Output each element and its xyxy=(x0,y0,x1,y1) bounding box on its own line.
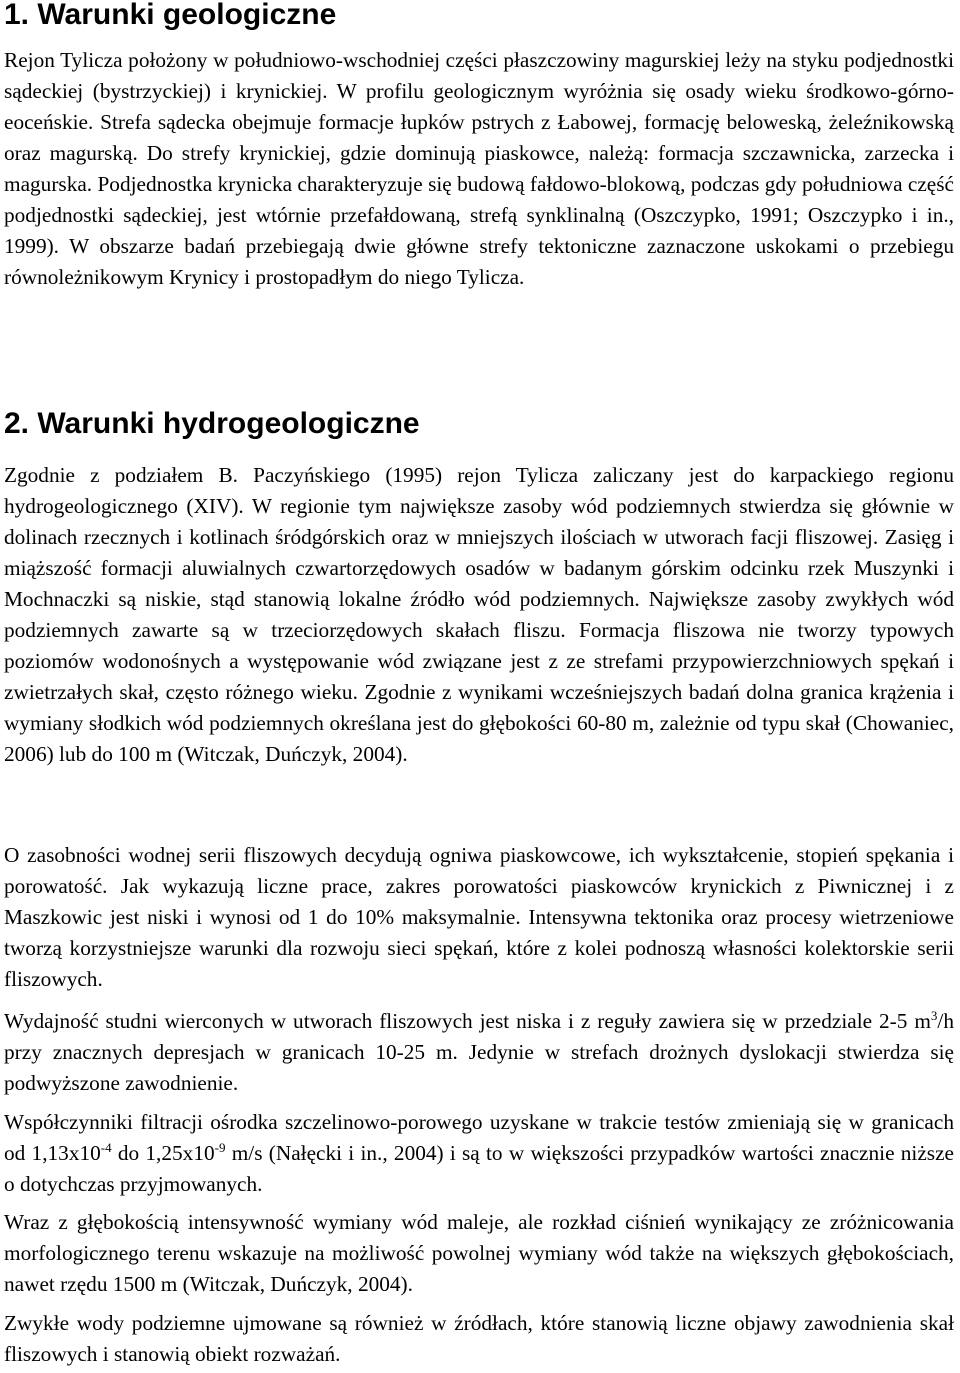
paragraph-geology: Rejon Tylicza położony w południowo-wschodniej części płaszczowiny magurskiej leży na styku podjednostki sądeckiej (bystrzyckiej) i krynickiej. W profilu geologicznym wyróżnia się osady wieku środkowo-górno-eoceńskie. Strefa sądecka obejmuje formacje łupków pstrych z Łabowej, formację beloweską, żeleźnikowską oraz magurską. Do strefy krynickiej, gdzie dominują piaskowce, należą: formacja szczawnicka, zarzecka i magurska. Podjednostka krynicka charakteryzuje się budową fałdowo-blokową, podczas gdy południowa część podjednostki sądeckiej, jest wtórnie przefałdowaną, strefą synklinalną (Oszczypko, 1991; Oszczypko i in., 1999). W obszarze badań przebiegają dwie główne strefy tektoniczne zaznaczone uskokami o przebiegu równoleżnikowym Krynicy i prostopadłym do niego Tylicza. xyxy=(4,48,954,289)
section-heading-geology: 1. Warunki geologiczne xyxy=(4,0,337,31)
superscript: 3 xyxy=(930,1007,938,1023)
paragraph-springs: Zwykłe wody podziemne ujmowane są również w źródłach, które stanowią liczne objawy zawodnienia skał fliszowych i stanowią obiekt rozważań. xyxy=(4,1311,954,1366)
paragraph-hydro-regions: Zgodnie z podziałem B. Paczyńskiego (1995) rejon Tylicza zaliczany jest do karpackiego regionu hydrogeologicznego (XIV). W regionie tym największe zasoby wód podziemnych stwierdza się głównie w dolinach rzecznych i kotlinach śródgórskich oraz w mniejszych ilościach w utworach facji fliszowej. Zasięg i miąższość formacji aluwialnych czwartorzędowych osadów w badanym górskim odcinku rzek Muszynki i Mochnaczki są niskie, stąd stanowią lokalne źródło wód podziemnych. Największe zasoby zwykłych wód podziemnych zawarte są w trzeciorzędowych skałach fliszu. Formacja fliszowa nie tworzy typowych poziomów wodonośnych a występowanie wód związane jest z ze strefami przypowierzchniowych spękań i zwietrzałych skał, często różnego wieku. Zgodnie z wynikami wcześniejszych badań dolna granica krążenia i wymiany słodkich wód podziemnych określana jest do głębokości 60-80 m, zależnie od typu skał (Chowaniec, 2006) lub do 100 m (Witczak, Duńczyk, 2004). xyxy=(4,463,954,766)
paragraph-water-resources: O zasobności wodnej serii fliszowych decydują ogniwa piaskowcowe, ich wykształcenie, stopień spękania i porowatość. Jak wykazują liczne prace, zakres porowatości piaskowców krynickich z Piwnicznej i z Maszkowic jest niski i wynosi od 1 do 10% maksymalnie. Intensywna tektonika oraz procesy wietrzeniowe tworzą korzystniejsze warunki dla rozwoju sieci spękań, które z kolei podnoszą własności kolektorskie serii fliszowych. xyxy=(4,843,954,991)
section-heading-hydrogeology: 2. Warunki hydrogeologiczne xyxy=(4,407,420,440)
text-run: do 1,25x10 xyxy=(111,1141,215,1165)
text-run: Wydajność studni wierconych w utworach fliszowych jest niska i z reguły zawiera się w przedziale 2-5 m xyxy=(4,1009,931,1033)
text-run: Współczynniki filtracji ośrodka szczelinowo-porowego uzyskane w trakcie testów zmieniają się w granicach od 1,13x10 xyxy=(4,1110,954,1165)
paragraph-filtration-coefficients xyxy=(4,1107,954,1200)
paragraph-well-yield xyxy=(4,1006,954,1099)
paragraph-depth-exchange: Wraz z głębokością intensywność wymiany wód maleje, ale rozkład ciśnień wynikający ze zróżnicowania morfologicznego terenu wskazuje na możliwość powolnej wymiany wód także na większych głębokościach, nawet rzędu 1500 m (Witczak, Duńczyk, 2004). xyxy=(4,1210,954,1296)
text-run: /h przy znacznych depresjach w granicach 10-25 m. Jedynie w strefach drożnych dyslokacji stwierdza się podwyższone zawodnienie. xyxy=(4,1009,954,1095)
text-run: m/s (Nałęcki i in., 2004) i są to w większości przypadków wartości znacznie niższe o dotychczas przyjmowanych. xyxy=(4,1141,954,1196)
superscript: -4 xyxy=(100,1139,112,1155)
superscript: -9 xyxy=(214,1139,226,1155)
